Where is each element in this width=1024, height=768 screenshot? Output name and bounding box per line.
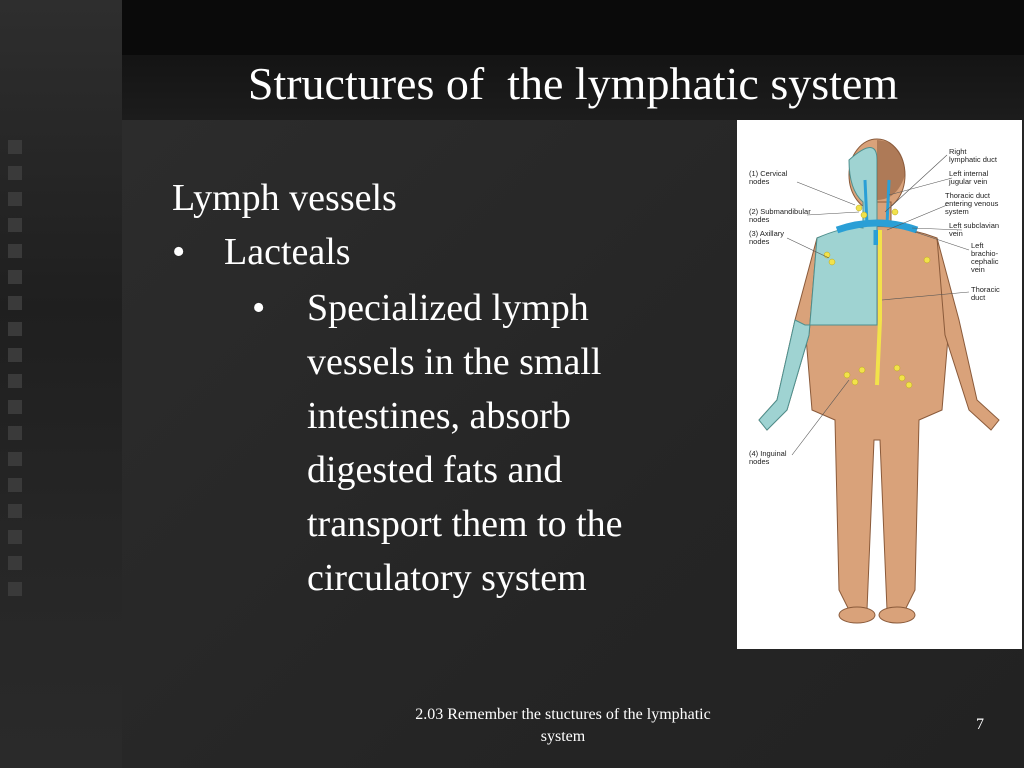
label-axillary-nodes: (3) Axillary nodes [749, 229, 785, 246]
label-left-internal-jugular-vein: Left internal jugular vein [949, 169, 989, 186]
decorative-squares [0, 140, 30, 608]
top-band [122, 0, 1024, 55]
definition-text: Specialized lymph vessels in the small intestines, absorb digested fats and transport them to the circulatory system [307, 287, 623, 599]
label-right-lymphatic-duct: Right lymphatic duct [949, 147, 997, 164]
slide-footer: 2.03 Remember the stuctures of the lymphatic system [415, 706, 711, 745]
label-cervical-nodes: (1) Cervical nodes [749, 169, 788, 186]
label-submandibular-nodes: (2) Submandibular nodes [749, 207, 811, 224]
page-number: 7 [976, 716, 984, 733]
bullet-icon: • [172, 231, 186, 273]
left-decorative-strip [0, 0, 122, 768]
lymphatic-system-diagram [737, 120, 1022, 649]
bullet-text: Lacteals [224, 231, 351, 273]
label-thoracic-duct: Thoracic duct [971, 285, 1000, 302]
label-thoracic-duct-entering: Thoracic duct entering venous system [945, 191, 999, 216]
label-left-subclavian-vein: Left subclavian vein [949, 221, 1000, 238]
label-inguinal-nodes: (4) Inguinal nodes [749, 449, 787, 466]
heading-lymph-vessels: Lymph vessels [172, 177, 397, 219]
bullet-lacteals [172, 226, 351, 278]
label-left-brachiocephalic-vein: Left brachio- cephalic vein [971, 241, 999, 274]
bullet-icon: • [252, 287, 266, 329]
slide-title: Structures of the lymphatic system [247, 58, 899, 109]
